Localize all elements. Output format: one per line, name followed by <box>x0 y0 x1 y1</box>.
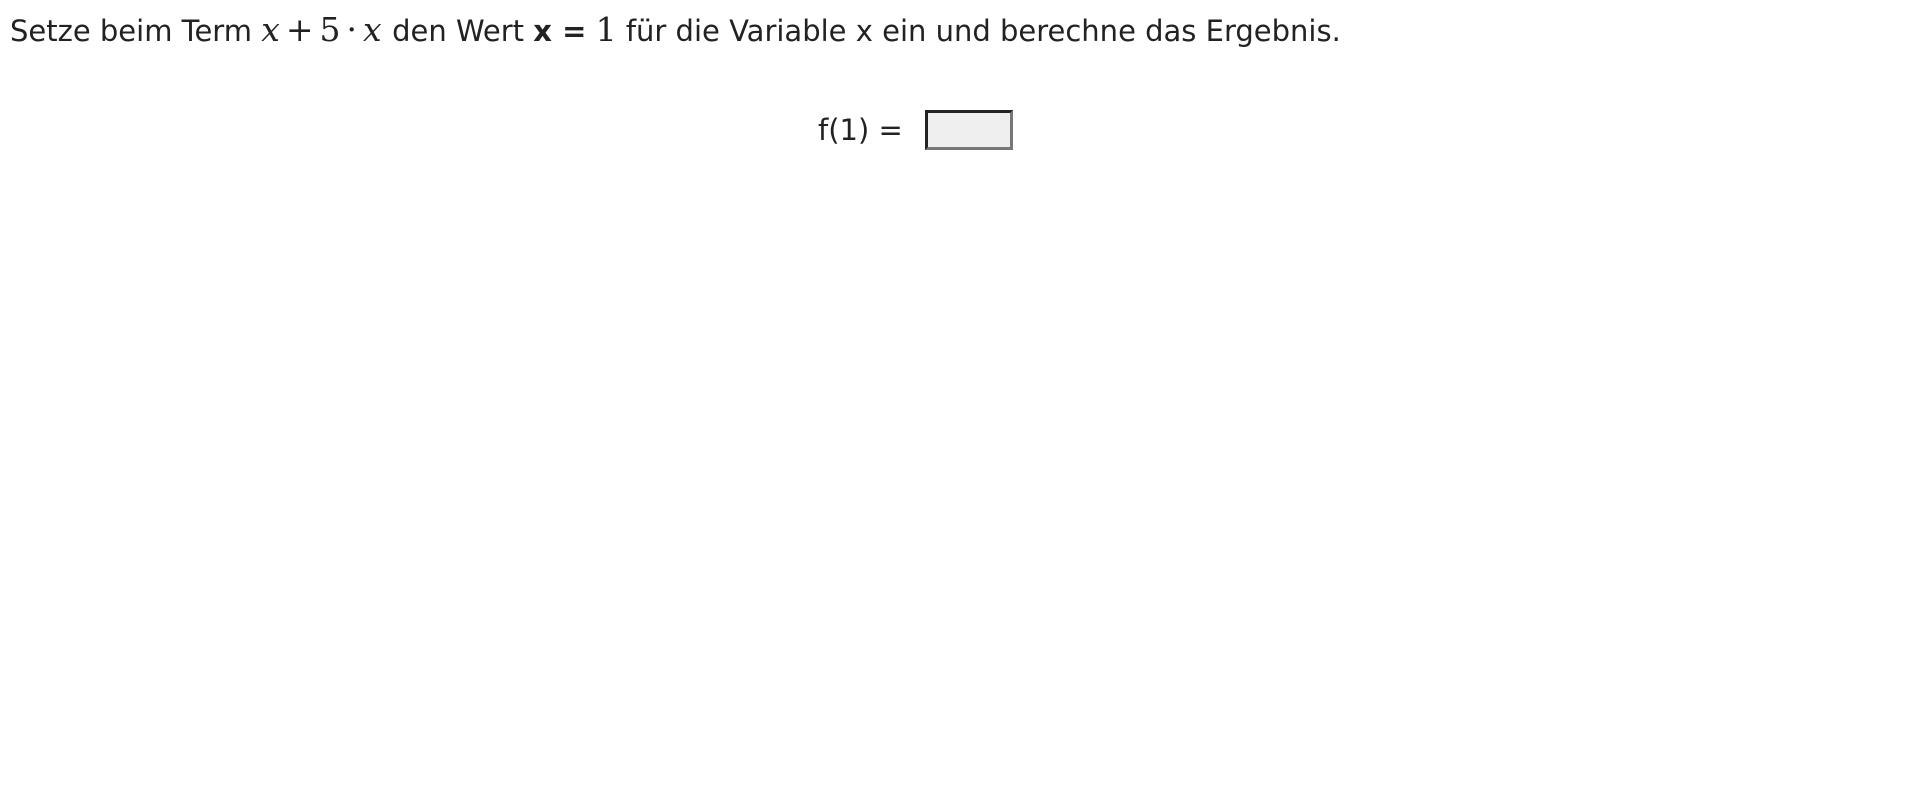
question-mid: den Wert <box>392 14 525 48</box>
question-outro: für die Variable x ein und berechne das Ergebnis. <box>625 14 1341 48</box>
question-text <box>10 10 1341 51</box>
term-coefficient: 5 <box>319 10 341 49</box>
question-intro: Setze beim Term <box>10 14 252 48</box>
answer-input[interactable] <box>925 110 1013 150</box>
assign-variable: x = <box>533 14 587 48</box>
term-variable-1: x <box>261 10 280 49</box>
term-variable-2: x <box>362 10 382 49</box>
term-plus-operator: + <box>285 10 314 49</box>
answer-row <box>818 108 1013 152</box>
assign-value: 1 <box>595 10 617 49</box>
term-expression <box>261 10 392 49</box>
term-dot-operator: · <box>346 10 357 49</box>
answer-label: f(1) = <box>818 113 903 147</box>
